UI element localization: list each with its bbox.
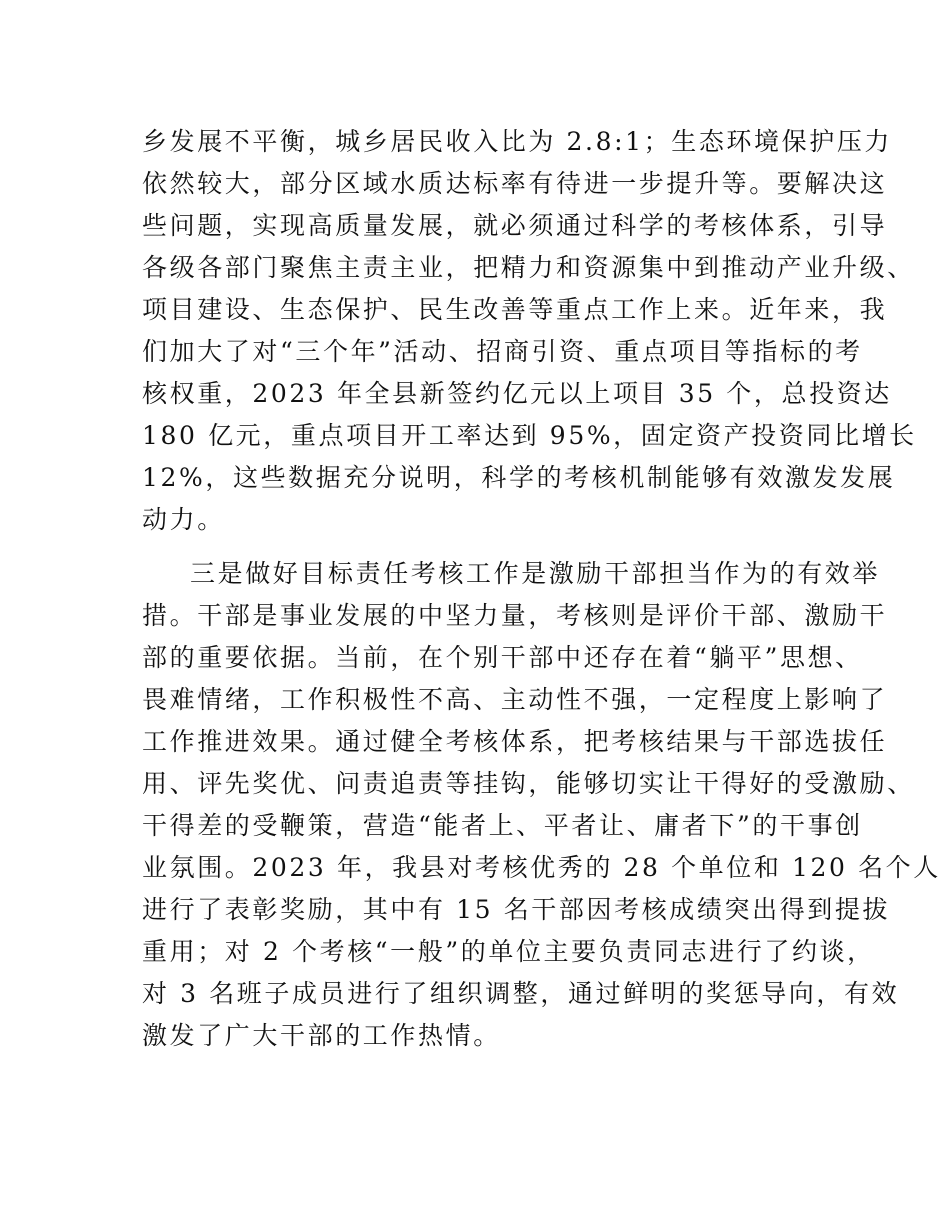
paragraph-2-line-10: 重用；对 2 个考核“一般”的单位主要负责同志进行了约谈， (142, 937, 875, 966)
paragraph-2-line-11: 对 3 名班子成员进行了组织调整，通过鲜明的奖惩导向，有效 (142, 979, 900, 1008)
paragraph-1-line-3: 些问题，实现高质量发展，就必须通过科学的考核体系，引导 (142, 211, 888, 240)
paragraph-2-line-8: 业氛围。2023 年，我县对考核优秀的 28 个单位和 120 名个人 (142, 853, 941, 882)
paragraph-2-line-2: 措。干部是事业发展的中坚力量，考核则是评价干部、激励干 (142, 601, 888, 630)
paragraph-2-line-3: 部的重要依据。当前，在个别干部中还存在着“躺平”思想、 (142, 643, 863, 672)
paragraph-2-line-6: 用、评先奖优、问责追责等挂钩，能够切实让干得好的受激励、 (142, 769, 915, 798)
paragraph-1-line-4: 各级各部门聚焦主责主业，把精力和资源集中到推动产业升级、 (142, 253, 915, 282)
paragraph-2-line-1: 三是做好目标责任考核工作是激励干部担当作为的有效举 (190, 559, 881, 588)
paragraph-1-line-1: 乡发展不平衡，城乡居民收入比为 2.8:1；生态环境保护压力 (142, 127, 893, 156)
paragraph-1-line-2: 依然较大，部分区域水质达标率有待进一步提升等。要解决这 (142, 169, 888, 198)
paragraph-1-line-8: 180 亿元，重点项目开工率达到 95%，固定资产投资同比增长 (142, 421, 917, 450)
paragraph-1-line-7: 核权重，2023 年全县新签约亿元以上项目 35 个，总投资达 (142, 379, 892, 408)
paragraph-2-line-5: 工作推进效果。通过健全考核体系，把考核结果与干部选拔任 (142, 727, 888, 756)
paragraph-1-line-10: 动力。 (142, 505, 225, 534)
paragraph-2-line-7: 干得差的受鞭策，营造“能者上、平者让、庸者下”的干事创 (142, 811, 863, 840)
paragraph-1-line-5: 项目建设、生态保护、民生改善等重点工作上来。近年来，我 (142, 295, 888, 324)
paragraph-2-line-12: 激发了广大干部的工作热情。 (142, 1021, 501, 1050)
paragraph-2-line-4: 畏难情绪，工作积极性不高、主动性不强，一定程度上影响了 (142, 685, 888, 714)
paragraph-1-line-9: 12%，这些数据充分说明，科学的考核机制能够有效激发发展 (142, 463, 896, 492)
paragraph-2-line-9: 进行了表彰奖励，其中有 15 名干部因考核成绩突出得到提拔 (142, 895, 891, 924)
paragraph-1-line-6: 们加大了对“三个年”活动、招商引资、重点项目等指标的考 (142, 337, 863, 366)
